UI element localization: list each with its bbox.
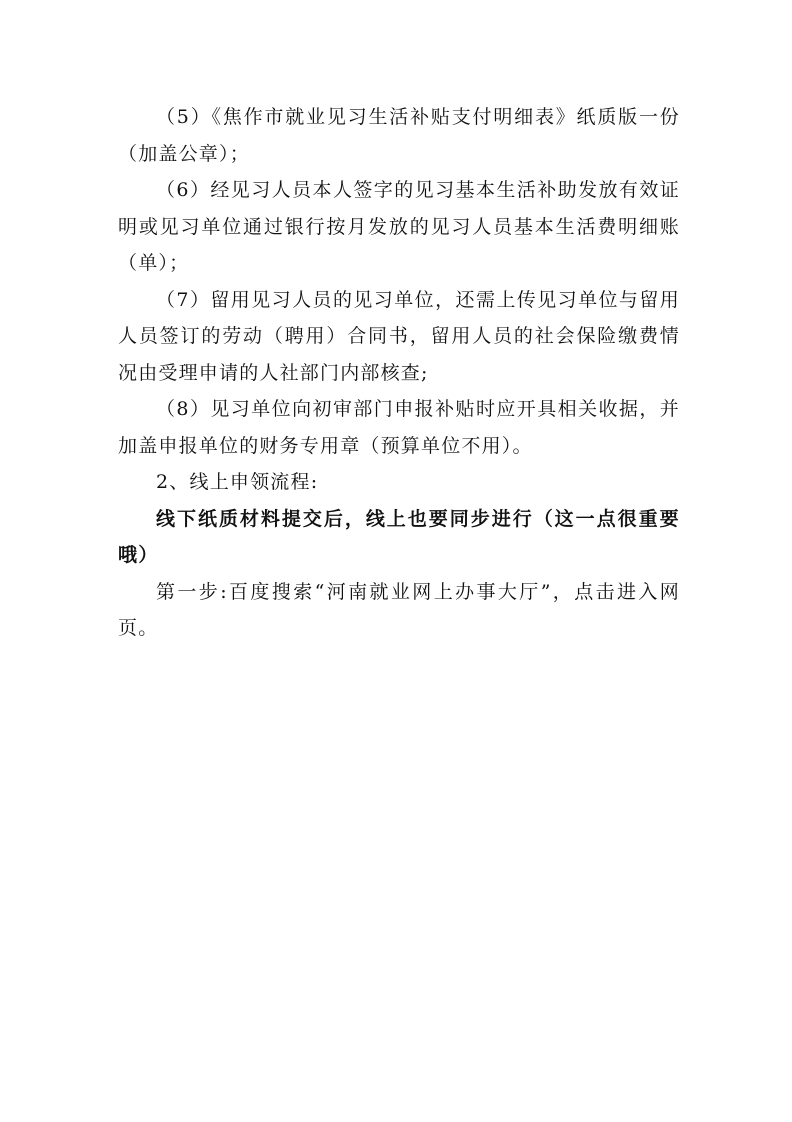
paragraph-item-8: （8）见习单位向初审部门申报补贴时应开具相关收据，并加盖申报单位的财务专用章（预算单位不用）。 bbox=[118, 398, 680, 457]
section-heading-online-process: 2、线上申领流程: bbox=[156, 471, 319, 493]
paragraph-item-7: （7）留用见习人员的见习单位，还需上传见习单位与留用人员签订的劳动（聘用）合同书，留用人员的社会保险缴费情况由受理申请的人社部门内部核查; bbox=[118, 288, 680, 384]
paragraph-item-5: （5）《焦作市就业见习生活补贴支付明细表》纸质版一份（加盖公章）； bbox=[118, 106, 680, 165]
step-one-paragraph: 第一步:百度搜索“河南就业网上办事大厅”，点击进入网页。 bbox=[118, 580, 680, 639]
paragraph-item-6: （6）经见习人员本人签字的见习基本生活补助发放有效证明或见习单位通过银行按月发放的见习人员基本生活费明细账（单）； bbox=[118, 179, 680, 274]
emphasis-note: 线下纸质材料提交后，线上也要同步进行（这一点很重要哦） bbox=[118, 507, 680, 566]
document-body bbox=[118, 99, 680, 647]
